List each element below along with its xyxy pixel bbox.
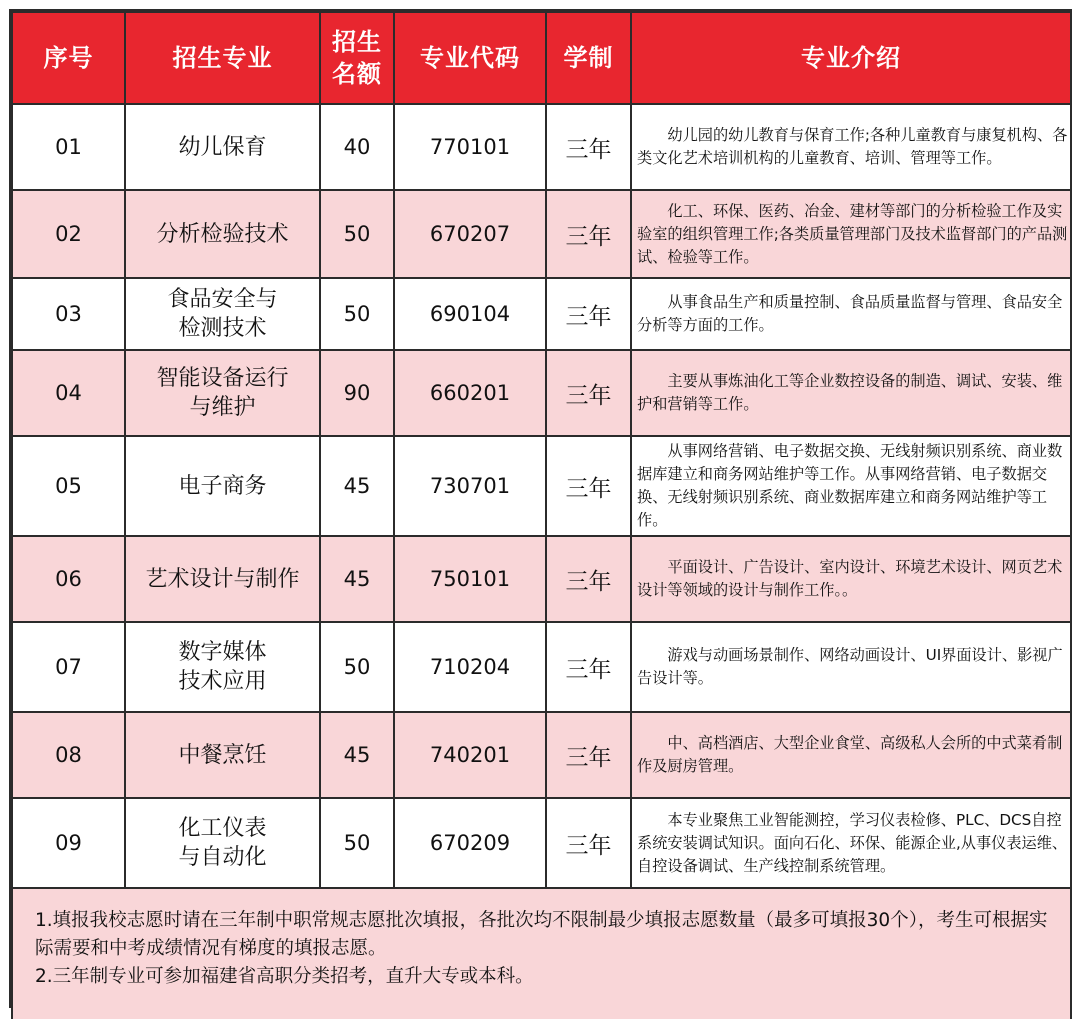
cell-intro: 从事网络营销、电子数据交换、无线射频识别系统、商业数据库建立和商务网站维护等工作。从事网络营销、电子数据交换、无线射频识别系统、商业数据库建立和商务网站维护等工作。: [631, 436, 1071, 536]
cell-seq: 09: [12, 798, 125, 888]
major-name-line: 与自动化: [178, 845, 267, 870]
major-name-line: 艺术设计与制作: [145, 566, 300, 592]
cell-major: [125, 190, 320, 278]
cell-major: [125, 350, 320, 436]
cell-code: 710204: [394, 622, 546, 712]
cell-seq: 05: [12, 436, 125, 536]
major-name-line: 幼儿保育: [178, 134, 267, 160]
cell-major: [125, 798, 320, 888]
cell-duration: 三年: [546, 536, 631, 622]
cell-duration: 三年: [546, 798, 631, 888]
cell-major: [125, 536, 320, 622]
major-name-line: 智能设备运行: [156, 366, 289, 391]
cell-quota: 40: [320, 104, 394, 190]
note-2: 2.三年制专业可参加福建省高职分类招考，直升大专或本科。: [35, 966, 534, 987]
cell-intro: 幼儿园的幼儿教育与保育工作;各种儿童教育与康复机构、各类文化艺术培训机构的儿童教育、培训、管理等工作。: [631, 104, 1071, 190]
major-name-line: 食品安全与: [167, 287, 278, 312]
cell-intro: 从事食品生产和质量控制、食品质量监督与管理、食品安全分析等方面的工作。: [631, 278, 1071, 350]
cell-code: 750101: [394, 536, 546, 622]
major-name-line: 与维护: [189, 395, 256, 420]
header-seq: 序号: [12, 12, 125, 104]
cell-duration: 三年: [546, 712, 631, 798]
cell-quota: 90: [320, 350, 394, 436]
cell-quota: 50: [320, 798, 394, 888]
table-row: [12, 190, 1071, 278]
cell-quota: 50: [320, 278, 394, 350]
major-name-line: 化工仪表: [178, 816, 267, 841]
table-body: [12, 104, 1071, 888]
cell-seq: 07: [12, 622, 125, 712]
table-row: [12, 278, 1071, 350]
major-name-line: 数字媒体: [178, 640, 267, 665]
cell-duration: 三年: [546, 104, 631, 190]
table-row: [12, 104, 1071, 190]
table-row: [12, 536, 1071, 622]
cell-intro: 化工、环保、医药、冶金、建材等部门的分析检验工作及实验室的组织管理工作;各类质量管理部门及技术监督部门的产品测试、检验等工作。: [631, 190, 1071, 278]
cell-code: 730701: [394, 436, 546, 536]
cell-duration: 三年: [546, 436, 631, 536]
enrollment-table: [11, 11, 1072, 1019]
cell-seq: 02: [12, 190, 125, 278]
header-quota-line1: 招生: [332, 28, 382, 56]
cell-code: 660201: [394, 350, 546, 436]
notes-cell: [12, 888, 1071, 1019]
table-row: [12, 712, 1071, 798]
cell-duration: 三年: [546, 278, 631, 350]
header-quota: [320, 12, 394, 104]
header-code: 专业代码: [394, 12, 546, 104]
cell-intro: 主要从事炼油化工等企业数控设备的制造、调试、安装、维护和营销等工作。: [631, 350, 1071, 436]
cell-code: 670207: [394, 190, 546, 278]
major-name-line: 中餐烹饪: [178, 742, 267, 768]
cell-code: 670209: [394, 798, 546, 888]
header-major: 招生专业: [125, 12, 320, 104]
enrollment-table-frame: [9, 9, 1072, 1008]
header-quota-line2: 名额: [332, 60, 382, 88]
cell-major: [125, 104, 320, 190]
cell-quota: 45: [320, 536, 394, 622]
cell-duration: 三年: [546, 190, 631, 278]
header-intro: 专业介绍: [631, 12, 1071, 104]
header-duration: 学制: [546, 12, 631, 104]
note-1: 1.填报我校志愿时请在三年制中职常规志愿批次填报，各批次均不限制最少填报志愿数量（最多可填报30个），考生可根据实际需要和中考成绩情况有梯度的填报志愿。: [35, 910, 1048, 959]
cell-intro: 平面设计、广告设计、室内设计、环境艺术设计、网页艺术设计等领域的设计与制作工作。。: [631, 536, 1071, 622]
table-row: [12, 436, 1071, 536]
table-header-row: [12, 12, 1071, 104]
cell-code: 770101: [394, 104, 546, 190]
major-name-line: 电子商务: [178, 473, 267, 499]
cell-duration: 三年: [546, 350, 631, 436]
cell-quota: 45: [320, 436, 394, 536]
notes-row: [12, 888, 1071, 1019]
cell-seq: 08: [12, 712, 125, 798]
major-name-line: 分析检验技术: [156, 221, 289, 247]
cell-quota: 50: [320, 190, 394, 278]
cell-quota: 50: [320, 622, 394, 712]
cell-major: [125, 436, 320, 536]
cell-major: [125, 278, 320, 350]
cell-seq: 04: [12, 350, 125, 436]
cell-seq: 06: [12, 536, 125, 622]
major-name-line: 检测技术: [178, 316, 267, 341]
cell-code: 740201: [394, 712, 546, 798]
cell-major: [125, 622, 320, 712]
cell-major: [125, 712, 320, 798]
table-row: [12, 622, 1071, 712]
cell-intro: 本专业聚焦工业智能测控，学习仪表检修、PLC、DCS自控系统安装调试知识。面向石化、环保、能源企业,从事仪表运维、自控设备调试、生产线控制系统管理。: [631, 798, 1071, 888]
table-row: [12, 798, 1071, 888]
cell-intro: 游戏与动画场景制作、网络动画设计、UI界面设计、影视广告设计等。: [631, 622, 1071, 712]
major-name-line: 技术应用: [178, 669, 267, 694]
cell-quota: 45: [320, 712, 394, 798]
cell-seq: 01: [12, 104, 125, 190]
cell-duration: 三年: [546, 622, 631, 712]
table-row: [12, 350, 1071, 436]
cell-code: 690104: [394, 278, 546, 350]
cell-intro: 中、高档酒店、大型企业食堂、高级私人会所的中式菜肴制作及厨房管理。: [631, 712, 1071, 798]
cell-seq: 03: [12, 278, 125, 350]
